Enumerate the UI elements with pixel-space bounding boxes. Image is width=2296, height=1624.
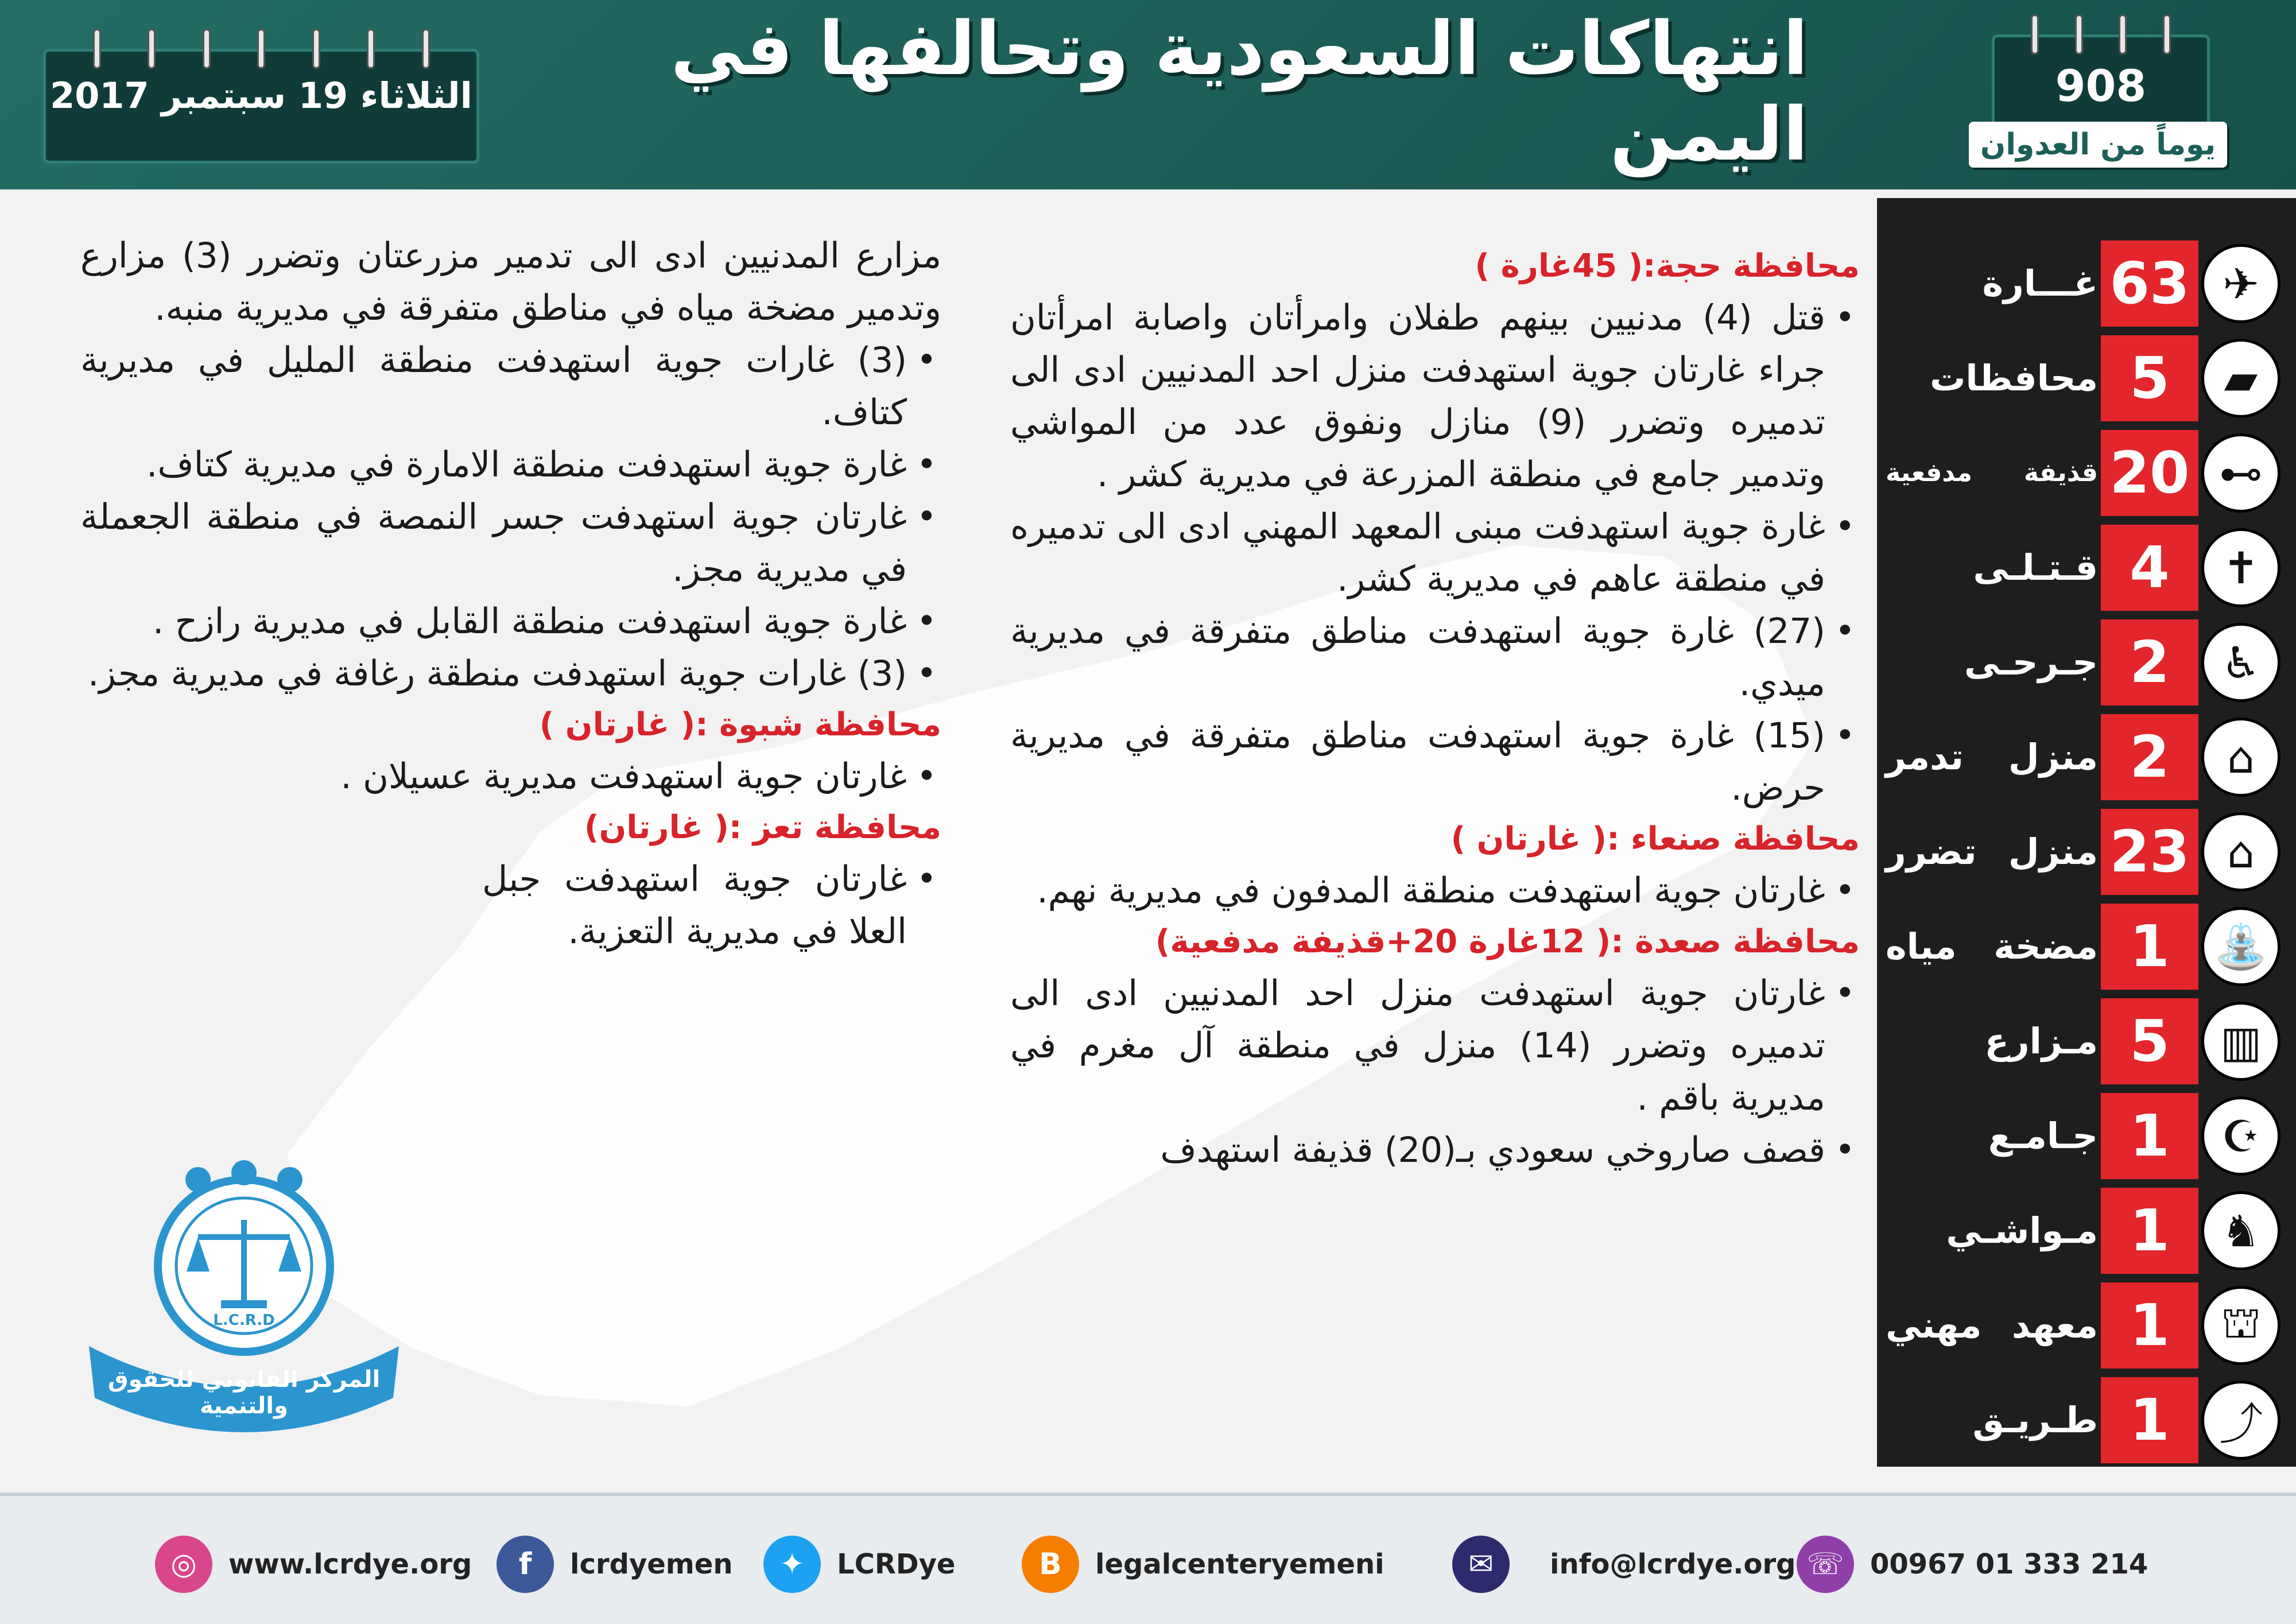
list-item: • غارتان جوية استهدفت جبل العلا في مديرية التعزية. xyxy=(80,853,941,958)
continuation-text: مزارع المدنيين ادى الى تدمير مزرعتان وتضرر (3) مزارع وتدمير مضخة مياه في مناطق متفرقة في مديرية منبه. xyxy=(80,235,941,328)
shabwa-heading: محافظة شبوة :( غارتان ) xyxy=(539,706,941,743)
list-item: • غارة جوية استهدفت مبنى المعهد المهني ادى الى تدميره في منطقة عاهم في مديرية كشر. xyxy=(1010,501,1860,605)
stat-label: معهد مهني xyxy=(1886,1304,2098,1346)
dribbble-icon: ◎ xyxy=(155,1536,212,1593)
stat-value: 1 xyxy=(2101,1377,2198,1463)
facebook-icon: f xyxy=(497,1536,554,1593)
days-calendar xyxy=(1992,34,2210,126)
list-item: • غارة جوية استهدفت منطقة الامارة في مديرية كتاف. xyxy=(80,439,941,491)
twitter-icon: ✦ xyxy=(763,1536,821,1593)
website-link[interactable] xyxy=(155,1533,472,1596)
stat-value: 1 xyxy=(2101,1188,2198,1274)
list-item: • قصف صاروخي سعودي بـ(20) قذيفة استهدف xyxy=(1010,1124,1860,1176)
injured-icon: ♿ xyxy=(2201,623,2281,702)
lcrd-logo xyxy=(83,1157,405,1455)
stat-value: 5 xyxy=(2101,335,2198,421)
stat-label: قذيفة مدفعية xyxy=(1886,458,2098,487)
stat-value: 2 xyxy=(2101,619,2198,706)
twitter-link[interactable] xyxy=(763,1533,955,1596)
website-text: www.lcrdye.org xyxy=(228,1548,472,1580)
facebook-link[interactable] xyxy=(497,1533,733,1596)
taiz-heading: محافظة تعز :( غارتان) xyxy=(584,809,941,846)
list-item: • قتل (4) مدنيين بينهم طفلان وامرأتان واصابة امرأتان جراء غارتان جوية استهدفت منزل احد المدنيين ادى الى تدميره وتضرر (9) منازل ونفوق عدد من المواشي وتدمير جامع في منطقة المزرعة في مديرية كشر . xyxy=(1010,292,1860,501)
hajjah-heading: محافظة حجة:( 45غارة ) xyxy=(1475,247,1860,285)
stat-value: 63 xyxy=(2101,241,2198,327)
livestock-icon: ♞ xyxy=(2201,1191,2281,1270)
facebook-text: lcrdyemen xyxy=(570,1548,733,1580)
email-text: info@lcrdye.org xyxy=(1550,1548,1796,1580)
blogger-text: legalcenteryemeni xyxy=(1095,1548,1384,1580)
stat-value: 5 xyxy=(2101,998,2198,1084)
road-icon: ⤴ xyxy=(2201,1381,2281,1460)
farm-icon: ▥ xyxy=(2201,1002,2281,1081)
phone-icon: ☏ xyxy=(1797,1536,1854,1593)
calendar-rings xyxy=(46,29,476,69)
blogger-link[interactable] xyxy=(1022,1533,1384,1596)
stat-label: طـريـق xyxy=(1972,1399,2098,1441)
stat-label: محافظات xyxy=(1930,357,2098,399)
email-icon: ✉ xyxy=(1452,1536,1510,1593)
mosque-icon: ☪ xyxy=(2201,1096,2281,1176)
stat-label: جـرحـى xyxy=(1964,641,2098,683)
stat-value: 1 xyxy=(2101,1282,2198,1369)
list-item: • (15) غارة جوية استهدفت مناطق متفرقة في مديرية حرض. xyxy=(1010,710,1860,814)
stat-label: غـــارة xyxy=(1982,262,2098,304)
list-item: • غارتان جوية استهدفت منزل احد المدنيين ادى الى تدميره وتضرر (14) منزل في منطقة آل مغرم في مديرية باقم . xyxy=(1010,967,1860,1124)
destroyed-house-icon: ⌂ xyxy=(2201,718,2281,797)
killed-icon: ✝ xyxy=(2201,528,2281,607)
blogger-icon: B xyxy=(1022,1536,1079,1593)
stat-label: مـزارع xyxy=(1984,1020,2098,1062)
days-label: يوماً من العدوان xyxy=(1969,122,2227,168)
airstrike-icon: ✈ xyxy=(2201,244,2281,323)
institute-icon: ⛫ xyxy=(2201,1286,2281,1365)
yemen-map-icon: ▰ xyxy=(2201,339,2281,418)
list-item: • غارة جوية استهدفت منطقة القابل في مديرية رازح . xyxy=(80,595,941,648)
phone-link[interactable] xyxy=(1797,1533,2148,1596)
stat-value: 23 xyxy=(2101,809,2198,895)
list-item: • غارتان جوية استهدفت جسر النمصة في منطقة الجعملة في مديرية مجز. xyxy=(80,491,941,595)
stat-value: 1 xyxy=(2101,1093,2198,1179)
stat-value: 1 xyxy=(2101,904,2198,990)
stat-value: 2 xyxy=(2101,714,2198,800)
list-item: • (27) غارة جوية استهدفت مناطق متفرقة في مديرية ميدي. xyxy=(1010,605,1860,710)
cannon-icon: ⊷ xyxy=(2201,433,2281,513)
stat-label: جـامـع xyxy=(1988,1115,2098,1157)
damaged-house-icon: ⌂ xyxy=(2201,812,2281,892)
phone-text: 00967 01 333 214 xyxy=(1870,1548,2148,1580)
stat-label: قـتـلـى xyxy=(1973,546,2098,588)
right-text-column xyxy=(1010,241,1860,1470)
logo-name: المركز القانوني للحقوق والتنمية xyxy=(107,1366,381,1419)
water-pump-icon: ⛲ xyxy=(2201,907,2281,986)
list-item: • (3) غارات جوية استهدفت منطقة رغافة في مديرية مجز. xyxy=(80,648,941,700)
stat-label: مـواشـي xyxy=(1946,1210,2098,1251)
stat-value: 4 xyxy=(2101,525,2198,611)
list-item: • غارتان جوية استهدفت مديرية عسيلان . xyxy=(80,750,941,803)
saada-heading: محافظة صعدة :( 12غارة 20+قذيفة مدفعية) xyxy=(1155,923,1860,960)
list-item: • غارتان جوية استهدفت منطقة المدفون في مديرية نهم. xyxy=(1010,865,1860,917)
list-item: • (3) غارات جوية استهدفت منطقة المليل في مديرية كتاف. xyxy=(80,334,941,439)
days-count: 908 xyxy=(2055,60,2147,111)
calendar-rings xyxy=(1995,14,2207,55)
stat-label: منزل تدمر xyxy=(1886,736,2098,778)
email-link[interactable] xyxy=(1452,1533,1796,1596)
stat-label: مضخة مياه xyxy=(1886,925,2098,967)
stat-label: منزل تضرر xyxy=(1886,831,2098,873)
page-title: انتهاكات السعودية وتحالفها في اليمن xyxy=(670,6,1808,177)
date-calendar xyxy=(43,49,479,164)
logo-abbr: L.C.R.D xyxy=(213,1312,275,1329)
stat-value: 20 xyxy=(2101,430,2198,516)
sanaa-heading: محافظة صنعاء :( غارتان ) xyxy=(1450,820,1860,858)
report-date: الثلاثاء 19 سبتمبر 2017 xyxy=(50,75,472,117)
twitter-text: LCRDye xyxy=(837,1548,956,1580)
